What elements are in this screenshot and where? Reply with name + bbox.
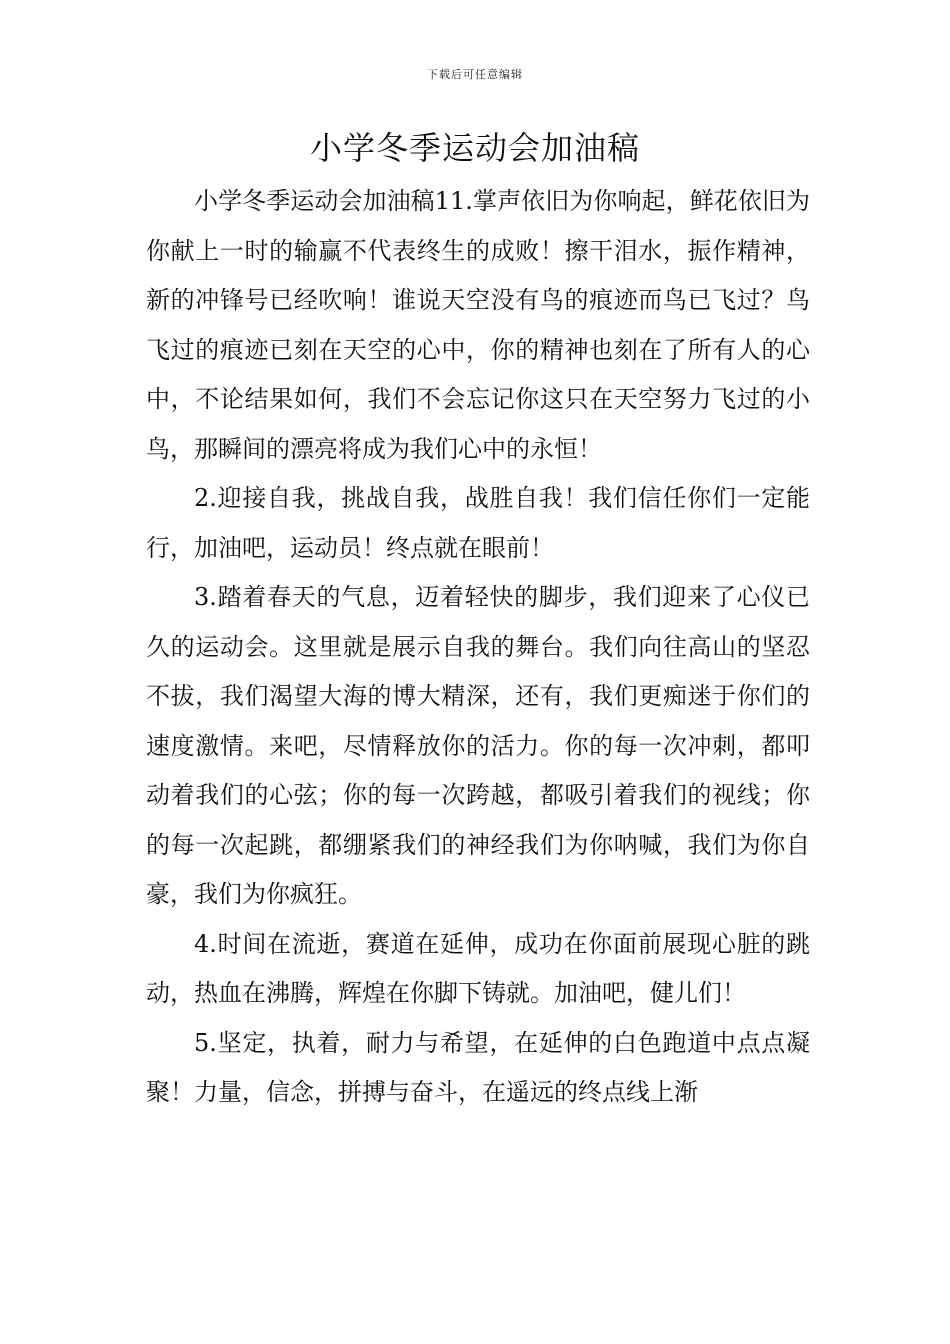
document-body: [146, 177, 810, 1118]
paragraph-3: 3.踏着春天的气息，迈着轻快的脚步，我们迎来了心仪已久的运动会。这里就是展示自我的舞台。我们向往高山的坚忍不拔，我们渴望大海的博大精深，还有，我们更痴迷于你们的速度激情。来吧，尽情释放你的活力。你的每一次冲刺，都叩动着我们的心弦；你的每一次跨越，都吸引着我们的视线；你的每一次起跳，都绷紧我们的神经我们为你呐喊，我们为你自豪，我们为你疯狂。: [146, 583, 810, 908]
document-title: 小学冬季运动会加油稿: [309, 129, 640, 167]
paragraph-1: 小学冬季运动会加油稿11.掌声依旧为你响起，鲜花依旧为你献上一时的输赢不代表终生的成败！擦干泪水，振作精神，新的冲锋号已经吹响！谁说天空没有鸟的痕迹而鸟已飞过？鸟飞过的痕迹已刻在天空的心中，你的精神也刻在了所有人的心中，不论结果如何，我们不会忘记你这只在天空努力飞过的小鸟，那瞬间的漂亮将成为我们心中的永恒！: [146, 187, 810, 463]
paragraph-4: 4.时间在流逝，赛道在延伸，成功在你面前展现心脏的跳动，热血在沸腾，辉煌在你脚下铸就。加油吧，健儿们！: [146, 929, 810, 1007]
paragraph-5: 5.坚定，执着，耐力与希望，在延伸的白色跑道中点点凝聚！力量，信念，拼搏与奋斗，在遥远的终点线上渐: [146, 1028, 810, 1106]
header-note: 下载后可任意编辑: [427, 68, 523, 81]
paragraph-2: 2.迎接自我，挑战自我，战胜自我！我们信任你们一定能行，加油吧，运动员！终点就在眼前！: [146, 484, 810, 562]
